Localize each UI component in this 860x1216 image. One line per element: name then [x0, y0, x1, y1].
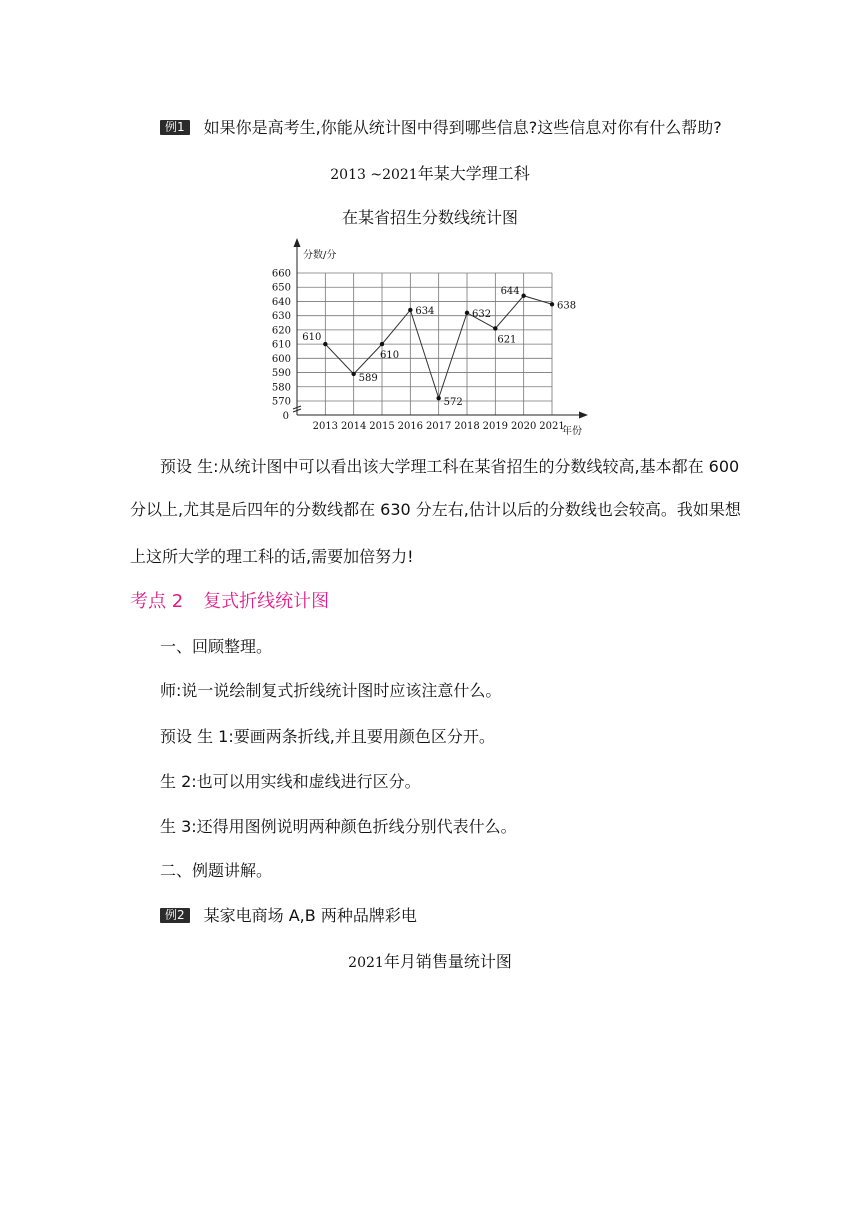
data-label: 632 — [472, 308, 492, 320]
x-tick-label: 2020 — [510, 421, 537, 432]
data-point — [550, 302, 554, 306]
y-tick-label: 650 — [271, 282, 291, 294]
x-axis-arrow — [579, 412, 588, 419]
y-tick-label: 570 — [271, 396, 291, 408]
y-tick-label: 580 — [271, 382, 291, 394]
example1-tag: 例1 — [160, 120, 190, 135]
x-tick-label: 2013 — [312, 421, 339, 432]
example2-tag: 例2 — [160, 908, 190, 923]
data-point — [521, 294, 525, 298]
section2-heading — [130, 591, 329, 613]
answer1-line3: 上这所大学的理工科的话,需要加倍努力! — [130, 547, 414, 566]
x-tick-label: 2016 — [397, 421, 424, 432]
y-tick-label: 610 — [271, 339, 291, 351]
data-point — [493, 326, 497, 330]
data-point — [323, 342, 327, 346]
examples-heading: 二、例题讲解。 — [160, 861, 273, 880]
y-tick-label: 630 — [271, 311, 291, 323]
data-label: 634 — [415, 305, 435, 317]
review-heading: 一、回顾整理。 — [160, 637, 273, 656]
chart2-title-text: 年月销售量统计图 — [383, 952, 512, 971]
answer1-line1: 预设 生:从统计图中可以看出该大学理工科在某省招生的分数线较高,基本都在 600 — [160, 457, 740, 476]
x-tick-label: 2014 — [340, 421, 367, 432]
x-tick-label: 2019 — [482, 421, 509, 432]
example1-question: 如果你是高考生,你能从统计图中得到哪些信息?这些信息对你有什么帮助? — [203, 118, 722, 137]
example1-question-line — [160, 117, 722, 139]
chart2-title — [0, 951, 860, 974]
teacher-question: 师:说一说绘制复式折线统计图时应该注意什么。 — [160, 681, 502, 700]
score-line-chart — [270, 235, 600, 440]
y-tick-label: 590 — [271, 368, 291, 380]
data-label: 589 — [358, 372, 378, 384]
data-point — [380, 342, 384, 346]
student1-answer: 预设 生 1:要画两条折线,并且要用颜色区分开。 — [160, 727, 495, 746]
example2-line — [160, 905, 417, 927]
x-tick-label: 2021 — [539, 421, 565, 432]
chart-title-line1 — [0, 163, 860, 186]
x-tick-label: 2017 — [425, 421, 452, 432]
y-tick-label: 640 — [271, 296, 291, 308]
data-point — [408, 308, 412, 312]
data-label: 621 — [497, 334, 517, 346]
data-label: 610 — [302, 332, 322, 344]
data-label: 572 — [443, 397, 463, 409]
example2-text: 某家电商场 A,B 两种品牌彩电 — [203, 906, 417, 925]
y-tick-label: 660 — [271, 268, 291, 280]
student2-answer: 生 2:也可以用实线和虚线进行区分。 — [160, 772, 421, 791]
data-label: 610 — [380, 350, 400, 362]
origin-label: 0 — [282, 411, 289, 422]
data-label: 644 — [500, 285, 520, 297]
data-label: 638 — [557, 300, 577, 312]
data-point — [465, 311, 469, 315]
chart-title-years: 2013 ~2021 — [330, 167, 418, 183]
x-axis-label: 年份 — [562, 426, 582, 437]
chart2-title-year: 2021 — [348, 955, 384, 971]
x-tick-label: 2018 — [454, 421, 480, 432]
y-axis-label: 分数/分 — [303, 250, 337, 261]
x-tick-label: 2015 — [369, 421, 395, 432]
answer1-line2: 分以上,尤其是后四年的分数线都在 630 分左右,估计以后的分数线也会较高。我如果想 — [130, 500, 741, 519]
student3-answer: 生 3:还得用图例说明两种颜色折线分别代表什么。 — [160, 817, 517, 836]
chart-title-line2: 在某省招生分数线统计图 — [341, 208, 518, 227]
y-tick-label: 600 — [271, 353, 291, 365]
y-tick-label: 620 — [271, 325, 291, 337]
data-point — [351, 372, 355, 376]
section2-label: 考点 2 — [130, 591, 184, 612]
section2-title: 复式折线统计图 — [203, 591, 330, 612]
chart-title-text: 年某大学理工科 — [417, 164, 530, 183]
y-axis-arrow — [294, 238, 301, 247]
data-point — [436, 396, 440, 400]
